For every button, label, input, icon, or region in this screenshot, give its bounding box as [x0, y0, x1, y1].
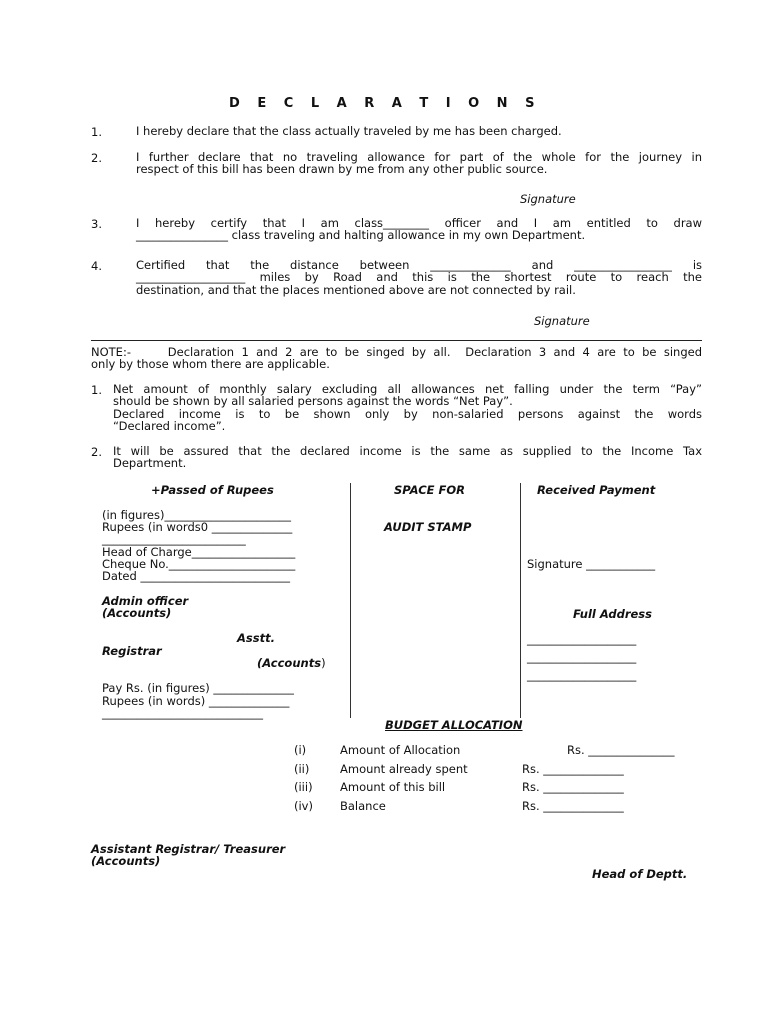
- declaration-line: I further declare that no traveling allowance for part of the whole for the journey in: [136, 150, 702, 164]
- declaration-text: [136, 125, 702, 137]
- declaration-line: I hereby declare that the class actually traveled by me has been charged.: [136, 124, 562, 138]
- declaration-line: I hereby certify that I am class________ officer and I am entitled to draw: [136, 216, 702, 230]
- note-line: NOTE:- Declaration 1 and 2 are to be singed by all. Declaration 3 and 4 are to be singed: [91, 345, 702, 359]
- column-divider: [350, 483, 351, 718]
- accounts-label: (Accounts): [102, 606, 172, 620]
- budget-label: Amount already spent: [340, 762, 468, 776]
- head-of-deptt-label: Head of Deptt.: [592, 867, 688, 881]
- pay-figures-field: Pay Rs. (in figures) ______________: [102, 681, 294, 695]
- section-divider: [91, 340, 702, 341]
- asstt-label: Asstt.: [237, 631, 275, 645]
- column-divider: [520, 483, 521, 718]
- signature-field: Signature ____________: [527, 557, 656, 571]
- budget-allocation-heading: BUDGET ALLOCATION: [385, 718, 523, 732]
- accounts-label: (Accounts): [91, 854, 161, 868]
- declaration-line: respect of this bill has been drawn by me from any other public source.: [136, 162, 548, 177]
- blank-line: ____________________________: [102, 706, 263, 720]
- point-text: [113, 383, 702, 433]
- budget-roman: (ii): [294, 762, 310, 776]
- accounts-paren: ): [321, 656, 326, 670]
- declaration-number: 2.: [91, 151, 102, 165]
- budget-label: Amount of Allocation: [340, 743, 461, 757]
- address-line: ___________________: [527, 650, 637, 664]
- budget-value: Rs. ______________: [522, 799, 624, 813]
- budget-roman: (iii): [294, 780, 313, 794]
- point-line: Declared income is to be shown only by non-salaried persons against the words: [113, 406, 702, 421]
- audit-stamp-label: AUDIT STAMP: [384, 520, 472, 534]
- signature-label: Signature: [520, 192, 576, 206]
- declaration-text: [136, 217, 702, 242]
- note-block: [91, 346, 702, 371]
- page-title: D E C L A R A T I O N S: [229, 96, 541, 111]
- space-for-label: SPACE FOR: [394, 483, 465, 497]
- declaration-number: 1.: [91, 125, 102, 139]
- point-line: It will be assured that the declared income is the same as supplied to the Income Tax: [113, 444, 702, 458]
- assistant-registrar-label: Assistant Registrar/ Treasurer: [91, 842, 286, 856]
- cheque-no-field: Cheque No.______________________: [102, 557, 296, 571]
- declaration-number: 4.: [91, 259, 102, 273]
- budget-roman: (iv): [294, 799, 313, 813]
- head-of-charge-field: Head of Charge__________________: [102, 545, 296, 559]
- pay-words-field: Rupees (in words) ______________: [102, 694, 290, 708]
- budget-value: Rs. _______________: [567, 743, 675, 757]
- budget-value: Rs. ______________: [522, 780, 624, 794]
- in-figures-field: (in figures)______________________: [102, 508, 291, 522]
- signature-label: Signature: [534, 314, 590, 328]
- budget-label: Balance: [340, 799, 386, 813]
- address-line: ___________________: [527, 632, 637, 646]
- budget-label: Amount of this bill: [340, 780, 446, 794]
- admin-officer-label: Admin officer: [102, 594, 189, 608]
- point-number: 1.: [91, 383, 102, 397]
- passed-rupees-heading: +Passed of Rupees: [151, 483, 274, 497]
- received-payment-heading: Received Payment: [537, 483, 656, 497]
- declaration-line: ________________ class traveling and halting allowance in my own Department.: [136, 228, 586, 243]
- in-words-field: Rupees (in words0 ______________: [102, 520, 293, 534]
- budget-roman: (i): [294, 743, 307, 757]
- full-address-label: Full Address: [573, 607, 653, 621]
- note-line: only by those whom there are applicable.: [91, 357, 330, 372]
- dated-field: Dated __________________________: [102, 569, 290, 583]
- declaration-line: Certified that the distance between ______________ and _________________ is: [136, 258, 702, 272]
- point-line: Department.: [113, 456, 187, 471]
- accounts-text: (Accounts: [257, 656, 322, 670]
- declaration-text: [136, 259, 702, 296]
- blank-line: _________________________: [102, 532, 246, 546]
- point-line: Net amount of monthly salary excluding all allowances net falling under the term “Pay”: [113, 382, 702, 396]
- address-line: ___________________: [527, 668, 637, 682]
- declaration-number: 3.: [91, 217, 102, 231]
- budget-value: Rs. ______________: [522, 762, 624, 776]
- point-line: “Declared income”.: [113, 419, 226, 434]
- registrar-label: Registrar: [102, 644, 162, 658]
- accounts-label: [257, 656, 326, 670]
- declaration-text: [136, 151, 702, 176]
- declaration-line: destination, and that the places mentioned above are not connected by rail.: [136, 282, 576, 297]
- point-text: [113, 445, 702, 470]
- declaration-line: ___________________ miles by Road and this is the shortest route to reach the: [136, 270, 702, 285]
- point-line: should be shown by all salaried persons against the words “Net Pay”.: [113, 394, 513, 409]
- point-number: 2.: [91, 445, 102, 459]
